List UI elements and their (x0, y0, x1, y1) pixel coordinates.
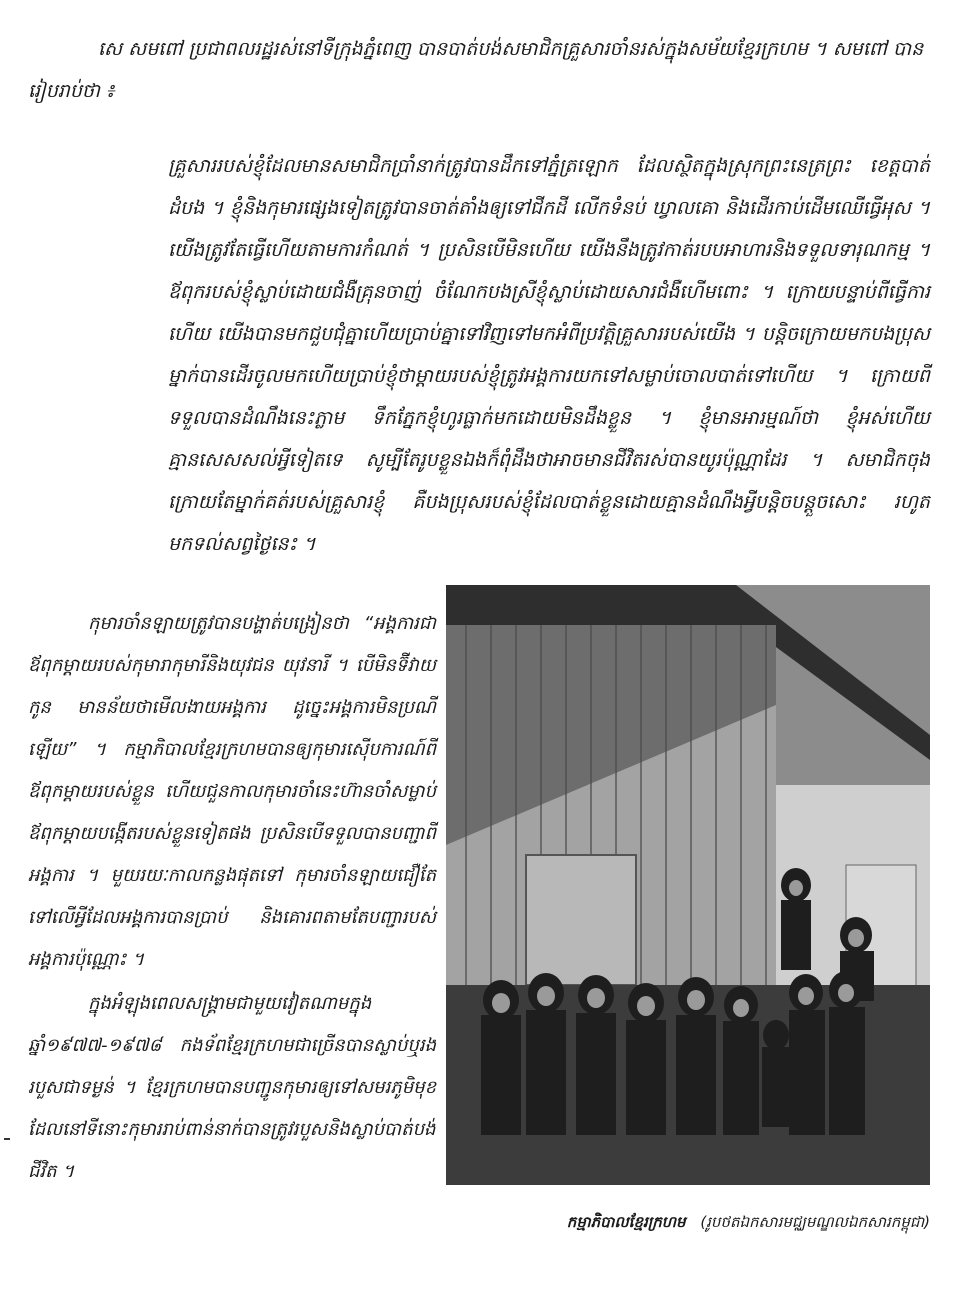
testimony-quote: គ្រួសាររបស់ខ្ញុំដែលមានសមាជិកប្រាំនាក់ត្រូវបានដឹកទៅភ្នំត្រឡោក ដែលស្ថិតក្នុងស្រុកព្រះនេត្រព្រះ ខេត្តបាត់ដំបង ។ ខ្ញុំនិងកុមារផ្សេងទៀតត្រូវបានចាត់តាំងឲ្យទៅជីកដី លើកទំនប់ ឃ្វាលគោ និងដើរកាប់ដើមឈើធ្វើអុស ។ យើងត្រូវតែធ្វើហើយតាមការកំណត់ ។ ប្រសិនបើមិនហើយ យើងនឹងត្រូវកាត់របបអាហារនិងទទួលទារុណកម្ម ។ ឪពុករបស់ខ្ញុំស្លាប់ដោយជំងឺគ្រុនចាញ់ ចំណែកបងស្រីខ្ញុំស្លាប់ដោយសារជំងឺហើមពោះ ។ ក្រោយបន្ទាប់ពីធ្វើការហើយ យើងបានមកជួបជុំគ្នាហើយប្រាប់គ្នាទៅវិញទៅមកអំពីប្រវត្តិគ្រួសាររបស់យើង ។ បន្តិចក្រោយមកបងប្រុសម្នាក់បានដើរចូលមកហើយប្រាប់ខ្ញុំថាម្ដាយរបស់ខ្ញុំត្រូវអង្គការយកទៅសម្លាប់ចោលបាត់ទៅហើយ ។ ក្រោយពីទទួលបានដំណឹងនេះភ្លាម ទឹកភ្នែកខ្ញុំហូរធ្លាក់មកដោយមិនដឹងខ្លួន ។ ខ្ញុំមានអារម្មណ៍ថា ខ្ញុំអស់ហើយ គ្មានសេសសល់អ្វីទៀតទេ សូម្បីតែរូបខ្លួនឯងក៏ពុំដឹងថាអាចមានជីវិតរស់បានយូរប៉ុណ្ណាដែរ ។ សមាជិកចុងក្រោយតែម្នាក់គត់របស់គ្រួសារខ្ញុំ គឺបងប្រុសរបស់ខ្ញុំដែលបាត់ខ្លួនដោយគ្មានដំណឹងអ្វីបន្តិចបន្តួចសោះ រហូតមកទល់សព្វថ្ងៃនេះ ។ (168, 155, 930, 555)
paragraph-war-children: ក្នុងអំឡុងពេលសង្គ្រាមជាមួយវៀតណាមក្នុងឆ្នាំ១៩៧៧-១៩៧៨ កងទ័ពខ្មែរក្រហមជាច្រើនបានស្លាប់ឬរងរបួសជាទម្ងន់ ។ ខ្មែរក្រហមបានបញ្ជូនកុមារឲ្យទៅសមរភូមិមុខ ដែលនៅទីនោះកុមាររាប់ពាន់នាក់បានត្រូវរបួសនិងស្លាប់បាត់បង់ជីវិត ។ (28, 993, 436, 1182)
historical-photo (446, 585, 930, 1185)
paragraph-children-indoctrination: កុមារចាំនឡាយត្រូវបានបង្ហាត់បង្រៀនថា “អង្គការជាឪពុកម្ដាយរបស់កុមារាកុមារីនិងយុវជន យុវនារី ។ បើមិនទ៊ីវាយកូន មានន័យថាមើលងាយអង្គការ ដូច្នេះអង្គការមិនប្រណីឡើយ” ។ កម្មាភិបាលខ្មែរក្រហមបានឲ្យកុមារស៊ើបការណ៍ពីឪពុកម្ដាយរបស់ខ្លួន ហើយជួនកាលកុមារចាំនេះហ៊ានចាំសម្លាប់ឪពុកម្ដាយបង្កើតរបស់ខ្លួនទៀតផង ប្រសិនបើទទួលបានបញ្ជាពីអង្គការ ។ មួយរយៈកាលកន្លងផុតទៅ កុមារចាំនឡាយជឿតែទៅលើអ្វីដែលអង្គការបានប្រាប់ និងគោរពតាមតែបញ្ជារបស់អង្គការប៉ុណ្ណោះ ។ (28, 613, 436, 970)
photo-caption (446, 1210, 930, 1234)
left-column (28, 603, 436, 1193)
intro-paragraph: សេ សមពៅ ប្រជាពលរដ្ឋរស់នៅទីក្រុងភ្នំពេញ បានបាត់បង់សមាជិកគ្រួសារចាំនរស់ក្នុងសម័យខ្មែរក្រហម ។ សមពៅ បានរៀបរាប់ថា ៖ (28, 38, 924, 102)
caption-title: កម្មាភិបាលខ្មែរក្រហម (566, 1213, 686, 1231)
margin-mark (4, 1138, 10, 1140)
photo-illustration (446, 585, 930, 1185)
caption-credit: (រូបថតឯកសារមជ្ឈមណ្ឌលឯកសារកម្ពុជា) (700, 1213, 930, 1231)
